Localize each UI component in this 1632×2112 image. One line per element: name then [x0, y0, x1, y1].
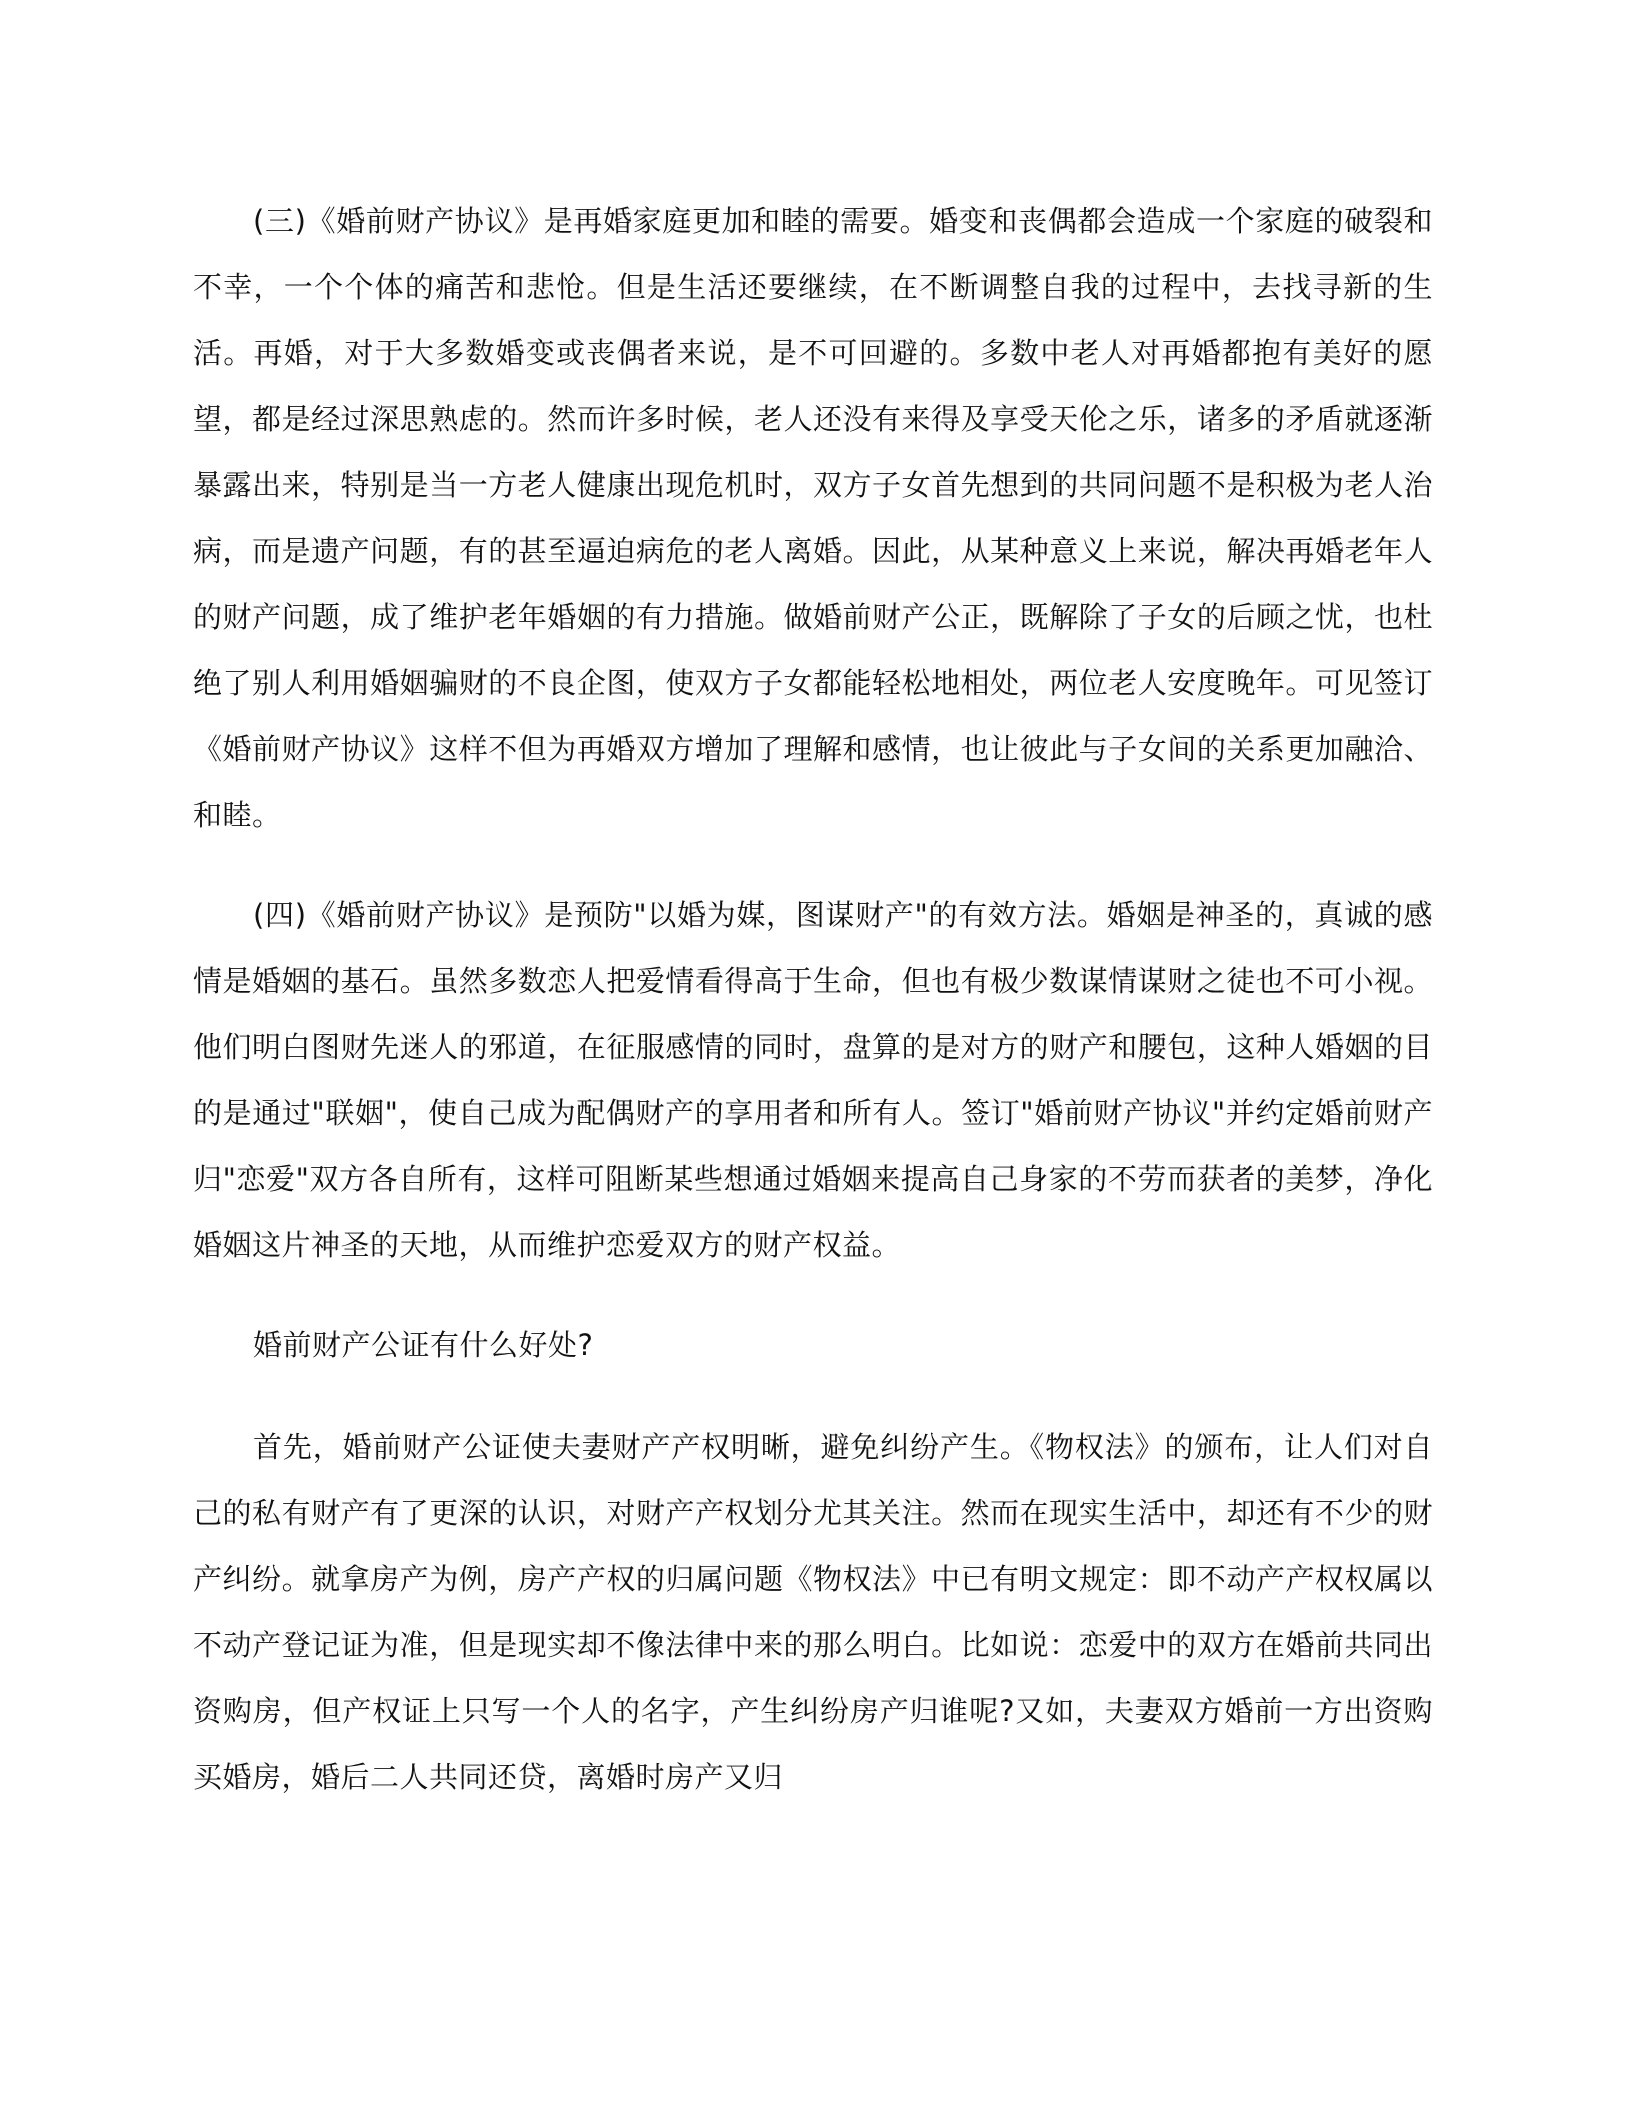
section-heading-benefits: 婚前财产公证有什么好处?	[253, 1328, 594, 1362]
paragraph-remarriage-harmony: (三)《婚前财产协议》是再婚家庭更加和睦的需要。婚变和丧偶都会造成一个家庭的破裂和不幸，一个个体的痛苦和悲怆。但是生活还要继续，在不断调整自我的过程中，去找寻新的生活。再婚，对于大多数婚变或丧偶者来说，是不可回避的。多数中老人对再婚都抱有美好的愿望，都是经过深思熟虑的。然而许多时候，老人还没有来得及享受天伦之乐，诸多的矛盾就逐渐暴露出来，特别是当一方老人健康出现危机时，双方子女首先想到的共同问题不是积极为老人治病，而是遗产问题，有的甚至逼迫病危的老人离婚。因此，从某种意义上来说，解决再婚老年人的财产问题，成了维护老年婚姻的有力措施。做婚前财产公正，既解除了子女的后顾之忧，也杜绝了别人利用婚姻骗财的不良企图，使双方子女都能轻松地相处，两位老人安度晚年。可见签订《婚前财产协议》这样不但为再婚双方增加了理解和感情，也让彼此与子女间的关系更加融洽、和睦。	[193, 204, 1433, 832]
paragraph-prevent-marriage-fraud: (四)《婚前财产协议》是预防"以婚为媒，图谋财产"的有效方法。婚姻是神圣的，真诚的感情是婚姻的基石。虽然多数恋人把爱情看得高于生命，但也有极少数谋情谋财之徒也不可小视。他们明白图财先迷人的邪道，在征服感情的同时，盘算的是对方的财产和腰包，这种人婚姻的目的是通过"联姻"，使自己成为配偶财产的享用者和所有人。签订"婚前财产协议"并约定婚前财产归"恋爱"双方各自所有，这样可阻断某些想通过婚姻来提高自己身家的不劳而获者的美梦，净化婚姻这片神圣的天地，从而维护恋爱双方的财产权益。	[193, 898, 1433, 1262]
document-body	[193, 188, 1433, 1844]
paragraph-property-rights-clarity: 首先，婚前财产公证使夫妻财产产权明晰，避免纠纷产生。《物权法》的颁布，让人们对自己的私有财产有了更深的认识，对财产产权划分尤其关注。然而在现实生活中，却还有不少的财产纠纷。就拿房产为例，房产产权的归属问题《物权法》中已有明文规定：即不动产产权权属以不动产登记证为准，但是现实却不像法律中来的那么明白。比如说：恋爱中的双方在婚前共同出资购房，但产权证上只写一个人的名字，产生纠纷房产归谁呢?又如，夫妻双方婚前一方出资购买婚房，婚后二人共同还贷，离婚时房产又归	[193, 1430, 1433, 1794]
